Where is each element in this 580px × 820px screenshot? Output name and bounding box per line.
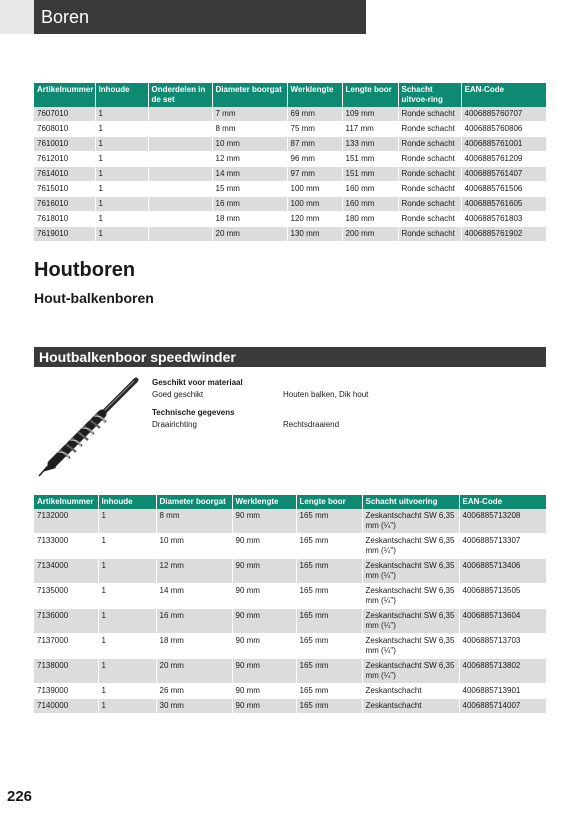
table-cell: 100 mm — [287, 182, 342, 197]
table-cell: 7139000 — [34, 684, 98, 699]
table-row — [34, 584, 546, 609]
table-cell: Ronde schacht — [398, 167, 461, 182]
table-cell: 7612010 — [34, 152, 95, 167]
table-cell: Ronde schacht — [398, 137, 461, 152]
drill-bit-image — [34, 372, 142, 480]
table-cell: 133 mm — [342, 137, 398, 152]
table-cell: 7133000 — [34, 534, 98, 559]
table-cell — [148, 137, 212, 152]
table-cell: 90 mm — [232, 659, 296, 684]
column-header: Artikelnummer — [34, 495, 98, 509]
table-cell: 7140000 — [34, 699, 98, 714]
table-cell: 4006885761209 — [461, 152, 546, 167]
table-cell: 4006885713703 — [459, 634, 546, 659]
table-row — [34, 212, 546, 227]
table-cell: 10 mm — [212, 137, 287, 152]
table-cell: Ronde schacht — [398, 212, 461, 227]
table-row — [34, 509, 546, 534]
table-cell: 10 mm — [156, 534, 232, 559]
table-cell: 4006885761506 — [461, 182, 546, 197]
table-cell: 7614010 — [34, 167, 95, 182]
table-cell — [148, 182, 212, 197]
table-cell: 4006885713406 — [459, 559, 546, 584]
table-cell: 16 mm — [212, 197, 287, 212]
table-cell: 4006885761407 — [461, 167, 546, 182]
table-cell: 26 mm — [156, 684, 232, 699]
table-cell: 120 mm — [287, 212, 342, 227]
column-header: Diameter boorgat — [212, 83, 287, 107]
product-table-speedwinder — [34, 495, 546, 714]
table-cell — [148, 107, 212, 122]
table-cell: 1 — [98, 684, 156, 699]
column-header: Inhoude — [95, 83, 148, 107]
table-cell: Zeskantschacht SW 6,35 mm (¼") — [362, 534, 459, 559]
page-number: 226 — [7, 788, 33, 805]
table-cell: Ronde schacht — [398, 227, 461, 242]
table-row — [34, 559, 546, 584]
table-cell: Ronde schacht — [398, 122, 461, 137]
table-row — [34, 107, 546, 122]
table-cell: 165 mm — [296, 609, 362, 634]
table-cell — [148, 227, 212, 242]
table-cell: 16 mm — [156, 609, 232, 634]
table-cell — [148, 212, 212, 227]
table-cell: 4006885760707 — [461, 107, 546, 122]
table-row — [34, 197, 546, 212]
table-cell — [148, 167, 212, 182]
table-row — [34, 634, 546, 659]
table-cell: Zeskantschacht SW 6,35 mm (¼") — [362, 659, 459, 684]
table-cell: 90 mm — [232, 559, 296, 584]
table-cell: 7132000 — [34, 509, 98, 534]
table-cell: 4006885713604 — [459, 609, 546, 634]
table-cell: 160 mm — [342, 197, 398, 212]
table-cell: Zeskantschacht SW 6,35 mm (¼") — [362, 559, 459, 584]
table-cell: Zeskantschacht — [362, 684, 459, 699]
table-cell: 87 mm — [287, 137, 342, 152]
table-row — [34, 699, 546, 714]
table-cell: 1 — [98, 584, 156, 609]
table-cell: 7137000 — [34, 634, 98, 659]
table-cell: 200 mm — [342, 227, 398, 242]
table-cell: 18 mm — [156, 634, 232, 659]
table-cell: 30 mm — [156, 699, 232, 714]
table-cell: 7619010 — [34, 227, 95, 242]
column-header: Lengte boor — [342, 83, 398, 107]
table-cell: 4006885713208 — [459, 509, 546, 534]
table-cell: 69 mm — [287, 107, 342, 122]
table-row — [34, 152, 546, 167]
table-row — [34, 659, 546, 684]
table-cell: 8 mm — [156, 509, 232, 534]
table-cell: 7 mm — [212, 107, 287, 122]
material-heading: Geschikt voor materiaal — [152, 378, 243, 387]
table-cell: 165 mm — [296, 659, 362, 684]
table-cell: 4006885713901 — [459, 684, 546, 699]
table-cell: 1 — [95, 167, 148, 182]
table-cell: 12 mm — [156, 559, 232, 584]
tech-value: Rechtsdraaiend — [283, 420, 340, 429]
table-cell: 4006885761803 — [461, 212, 546, 227]
table-cell: 7615010 — [34, 182, 95, 197]
table-cell: Ronde schacht — [398, 182, 461, 197]
column-header: Diameter boorgat — [156, 495, 232, 509]
section-subheading: Hout-balkenboren — [34, 290, 154, 306]
table-cell: 165 mm — [296, 699, 362, 714]
table-cell: 90 mm — [232, 584, 296, 609]
table-cell: 96 mm — [287, 152, 342, 167]
table-cell: 165 mm — [296, 509, 362, 534]
table-cell: 165 mm — [296, 559, 362, 584]
table-row — [34, 609, 546, 634]
table-cell: 7136000 — [34, 609, 98, 634]
table-cell: 165 mm — [296, 584, 362, 609]
table-cell: 7607010 — [34, 107, 95, 122]
table-cell: 90 mm — [232, 684, 296, 699]
table-row — [34, 137, 546, 152]
table-cell: 90 mm — [232, 699, 296, 714]
table-row — [34, 684, 546, 699]
table-cell: 1 — [95, 182, 148, 197]
column-header: Lengte boor — [296, 495, 362, 509]
table-cell: Ronde schacht — [398, 197, 461, 212]
table-cell: Zeskantschacht — [362, 699, 459, 714]
page-title: Boren — [34, 0, 366, 34]
product-title-bar: Houtbalkenboor speedwinder — [34, 347, 546, 367]
table-cell: 1 — [98, 509, 156, 534]
table-cell: 4006885761605 — [461, 197, 546, 212]
table-cell: 180 mm — [342, 212, 398, 227]
table-cell — [148, 197, 212, 212]
header-accent-block — [0, 0, 34, 34]
table-cell: 160 mm — [342, 182, 398, 197]
table-cell: 4006885713802 — [459, 659, 546, 684]
table-cell — [148, 122, 212, 137]
table-cell: 1 — [98, 659, 156, 684]
table-cell: 4006885714007 — [459, 699, 546, 714]
table-cell: Zeskantschacht SW 6,35 mm (¼") — [362, 634, 459, 659]
table-cell: 20 mm — [156, 659, 232, 684]
table-cell: Ronde schacht — [398, 152, 461, 167]
table-cell: 1 — [95, 122, 148, 137]
column-header: Schacht uitvoering — [362, 495, 459, 509]
column-header: Werklengte — [232, 495, 296, 509]
table-cell: 1 — [95, 107, 148, 122]
table-cell: 130 mm — [287, 227, 342, 242]
table-cell: 7134000 — [34, 559, 98, 584]
table-row — [34, 182, 546, 197]
table-cell: 165 mm — [296, 534, 362, 559]
table-cell: 4006885713307 — [459, 534, 546, 559]
column-header: Artikelnummer — [34, 83, 95, 107]
table-header-row — [34, 495, 546, 509]
table-cell: 7616010 — [34, 197, 95, 212]
table-row — [34, 227, 546, 242]
material-label: Goed geschikt — [152, 390, 204, 399]
table-cell: 1 — [95, 137, 148, 152]
table-cell: 7618010 — [34, 212, 95, 227]
table-cell: Zeskantschacht SW 6,35 mm (¼") — [362, 509, 459, 534]
table-cell: Zeskantschacht SW 6,35 mm (¼") — [362, 609, 459, 634]
table-cell: 7135000 — [34, 584, 98, 609]
table-cell: 7608010 — [34, 122, 95, 137]
table-cell: 1 — [98, 634, 156, 659]
table-cell: 1 — [95, 197, 148, 212]
table-cell: 165 mm — [296, 684, 362, 699]
table-cell: 1 — [95, 227, 148, 242]
table-cell: 100 mm — [287, 197, 342, 212]
table-cell: 4006885761001 — [461, 137, 546, 152]
table-cell: 15 mm — [212, 182, 287, 197]
table-cell: 90 mm — [232, 609, 296, 634]
table-row — [34, 534, 546, 559]
product-table-boren — [34, 83, 546, 242]
table-cell: 4006885761902 — [461, 227, 546, 242]
material-value: Houten balken, Dik hout — [283, 390, 369, 399]
table-cell: 151 mm — [342, 152, 398, 167]
table-row — [34, 167, 546, 182]
table-cell: 1 — [98, 559, 156, 584]
column-header: Werklengte — [287, 83, 342, 107]
table-row — [34, 122, 546, 137]
table-cell: 18 mm — [212, 212, 287, 227]
table-cell: 1 — [98, 699, 156, 714]
table-cell: 151 mm — [342, 167, 398, 182]
table-cell: 7138000 — [34, 659, 98, 684]
table-cell: 90 mm — [232, 509, 296, 534]
table-cell: 12 mm — [212, 152, 287, 167]
table-cell: 75 mm — [287, 122, 342, 137]
table-cell: 7610010 — [34, 137, 95, 152]
table-cell: 14 mm — [212, 167, 287, 182]
table-cell: Zeskantschacht SW 6,35 mm (¼") — [362, 584, 459, 609]
table-cell: Ronde schacht — [398, 107, 461, 122]
table-cell — [148, 152, 212, 167]
table-cell: 1 — [95, 152, 148, 167]
table-cell: 90 mm — [232, 534, 296, 559]
header-bar — [0, 0, 366, 34]
table-cell: 8 mm — [212, 122, 287, 137]
section-heading: Houtboren — [34, 259, 136, 281]
table-cell: 109 mm — [342, 107, 398, 122]
tech-heading: Technische gegevens — [152, 408, 235, 417]
table-header-row — [34, 83, 546, 107]
column-header: Onderdelen in de set — [148, 83, 212, 107]
table-cell: 4006885713505 — [459, 584, 546, 609]
table-cell: 117 mm — [342, 122, 398, 137]
tech-label: Draairichting — [152, 420, 197, 429]
column-header: Inhoude — [98, 495, 156, 509]
column-header: EAN-Code — [459, 495, 546, 509]
table-cell: 14 mm — [156, 584, 232, 609]
table-cell: 1 — [95, 212, 148, 227]
table-cell: 97 mm — [287, 167, 342, 182]
table-cell: 20 mm — [212, 227, 287, 242]
column-header: Schacht uitvoe-ring — [398, 83, 461, 107]
table-cell: 4006885760806 — [461, 122, 546, 137]
column-header: EAN-Code — [461, 83, 546, 107]
table-cell: 1 — [98, 534, 156, 559]
table-cell: 1 — [98, 609, 156, 634]
table-cell: 165 mm — [296, 634, 362, 659]
table-cell: 90 mm — [232, 634, 296, 659]
